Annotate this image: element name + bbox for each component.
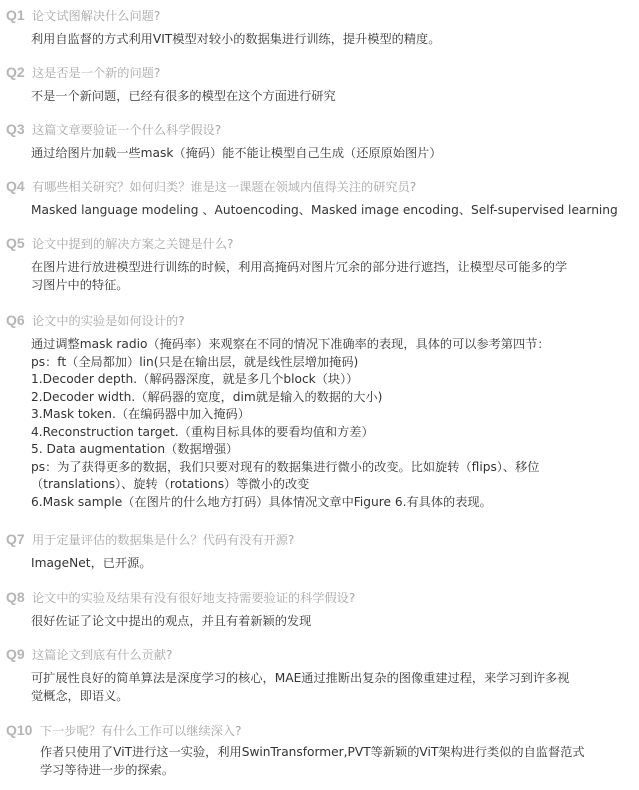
answer-line: ImageNet，已开源。 bbox=[31, 556, 152, 570]
question-number: Q1 bbox=[6, 7, 25, 23]
question-row bbox=[6, 587, 355, 607]
answer-line: 很好佐证了论文中提出的观点，并且有着新颖的发现 bbox=[31, 614, 312, 628]
answer-line: 利用自监督的方式利用VIT模型对较小的数据集进行训练，提升模型的精度。 bbox=[31, 32, 441, 46]
question-text: 下一步呢？有什么工作可以继续深入? bbox=[40, 723, 242, 738]
question-text: 这是否是一个新的问题? bbox=[32, 65, 161, 80]
question-row bbox=[6, 720, 241, 740]
answer-line: 6.Mask sample（在图片的什么地方打码）具体情况文章中Figure 6.有具体的表现。 bbox=[31, 494, 492, 509]
question-number: Q9 bbox=[6, 646, 25, 662]
answer-line: 在图片进行放进模型进行训练的时候，利用高掩码对图片冗余的部分进行遮挡，让模型尽可能多的学 bbox=[31, 260, 568, 274]
answer-line: 4.Reconstruction target.（重构目标具体的要看均值和方差） bbox=[31, 424, 374, 439]
answer-line: 作者只使用了ViT进行这一实验，利用SwinTransformer,PVT等新颖的ViT架构进行类似的自监督范式 bbox=[40, 745, 585, 759]
answer bbox=[31, 202, 633, 220]
answer-line: 觉概念，即语义。 bbox=[31, 688, 129, 703]
question-number: Q8 bbox=[6, 589, 25, 605]
answer bbox=[31, 145, 633, 163]
question-row bbox=[6, 233, 233, 253]
question-row bbox=[6, 644, 173, 664]
answer-line: 不是一个新问题，已经有很多的模型在这个方面进行研究 bbox=[31, 89, 336, 103]
question-row bbox=[6, 176, 416, 196]
answer bbox=[31, 670, 633, 705]
question-row bbox=[6, 119, 221, 139]
answer-line: 学习等待进一步的探索。 bbox=[40, 762, 175, 777]
answer-line: ps：ft（全局都加）lin(只是在输出层，就是线性层增加掩码) bbox=[31, 354, 359, 369]
answer-line: 3.Mask token.（在编码器中加入掩码） bbox=[31, 407, 250, 421]
answer bbox=[31, 336, 633, 511]
answer-line: Masked language modeling 、Autoencoding、Masked image encoding、Self-supervised learning bbox=[31, 203, 618, 217]
answer-line: 习图片中的特征。 bbox=[31, 277, 129, 292]
question-text: 这篇论文到底有什么贡献? bbox=[32, 647, 173, 662]
question-row bbox=[6, 5, 160, 25]
answer bbox=[31, 259, 633, 294]
question-row bbox=[6, 62, 160, 82]
question-text: 用于定量评估的数据集是什么？代码有没有开源? bbox=[32, 532, 295, 547]
answer-line: 通过给图片加载一些mask（掩码）能不能让模型自己生成（还原原始图片） bbox=[31, 146, 442, 160]
answer-line: 可扩展性良好的简单算法是深度学习的核心，MAE通过推断出复杂的图像重建过程，来学习到许多视 bbox=[31, 671, 570, 685]
answer-line: 1.Decoder depth.（解码器深度，就是多几个block（块）） bbox=[31, 372, 359, 386]
question-text: 这篇文章要验证一个什么科学假设? bbox=[32, 122, 222, 137]
question-row bbox=[6, 310, 185, 330]
answer bbox=[31, 613, 633, 631]
question-number: Q6 bbox=[6, 312, 25, 328]
question-text: 论文中的实验是如何设计的? bbox=[32, 313, 185, 328]
question-row bbox=[6, 529, 294, 549]
answer bbox=[40, 744, 633, 779]
question-text: 有哪些相关研究？如何归类？谁是这一课题在领域内值得关注的研究员? bbox=[32, 179, 417, 194]
question-number: Q2 bbox=[6, 64, 25, 80]
answer-line: ps：为了获得更多的数据，我们只要对现有的数据集进行微小的改变。比如旋转（flips）、移位 bbox=[31, 459, 540, 474]
question-text: 论文试图解决什么问题? bbox=[32, 8, 161, 23]
question-number: Q3 bbox=[6, 121, 25, 137]
answer bbox=[31, 555, 633, 573]
answer-line: 5. Data augmentation（数据增强） bbox=[31, 442, 239, 456]
question-number: Q4 bbox=[6, 178, 25, 194]
answer-line: 2.Decoder width.（解码器的宽度，dim就是输入的数据的大小) bbox=[31, 389, 383, 404]
answer bbox=[31, 88, 633, 106]
question-number: Q7 bbox=[6, 531, 25, 547]
question-number: Q5 bbox=[6, 235, 25, 251]
answer bbox=[31, 31, 633, 49]
answer-line: （translations）、旋转（rotations）等微小的改变 bbox=[31, 477, 310, 491]
question-number: Q10 bbox=[6, 722, 33, 738]
question-text: 论文中的实验及结果有没有很好地支持需要验证的科学假设? bbox=[32, 590, 356, 605]
question-text: 论文中提到的解决方案之关键是什么? bbox=[32, 236, 234, 251]
answer-line: 通过调整mask radio（掩码率）来观察在不同的情况下准确率的表现，具体的可以参考第四节： bbox=[31, 337, 550, 351]
